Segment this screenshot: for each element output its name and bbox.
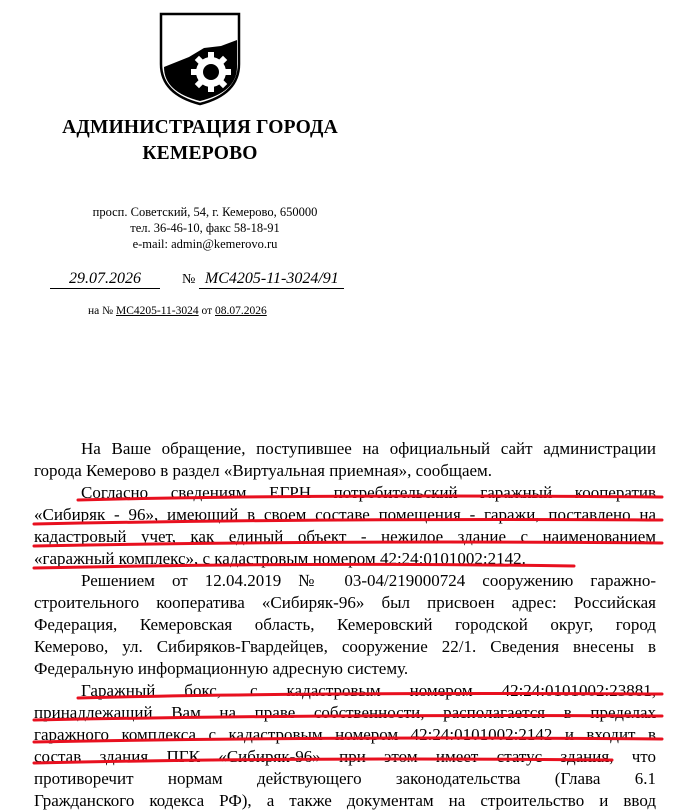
org-name-line1: АДМИНИСТРАЦИЯ ГОРОДА — [62, 117, 338, 138]
registration-date: 29.07.2026 — [50, 270, 160, 289]
body-line: гаражного комплекса с кадастровым номером 42:24:0101002:2142 и входит в — [34, 725, 656, 744]
registration-number: МС4205-11-3024/91 — [199, 270, 344, 289]
reference-number: МС4205-11-3024 — [115, 305, 199, 317]
body-line: противоречит нормам действующего законодательства (Глава 6.1 — [34, 769, 656, 788]
highlight-underline — [78, 694, 662, 699]
body-line: Гражданского кодекса РФ), а также документам на строительство и ввод — [34, 791, 656, 810]
body-line: «Сибиряк - 96», имеющий в своем составе помещения - гаражи, поставлено на — [34, 505, 656, 524]
body-line: Кемерово, ул. Сибиряков-Гвардейцев, сооружение 22/1. Сведения внесены в — [34, 637, 656, 656]
reference-prefix: на № — [88, 305, 114, 317]
body-line: Федеральную информационную адресную систему. — [34, 659, 409, 678]
body-line: «гаражный комплекс», с кадастровым номером 42:24:0101002:2142. — [34, 549, 526, 568]
org-email: e-mail: admin@kemerovo.ru — [132, 237, 278, 251]
highlight-underline — [78, 496, 662, 500]
highlight-underline — [34, 716, 662, 721]
body-line: Гаражный бокс, с кадастровым номером 42:24:0101002:23881, — [81, 681, 656, 700]
body-line: Согласно сведениям ЕГРН потребительский гаражный кооператив — [81, 483, 656, 502]
registration-number-sign: № — [182, 272, 196, 287]
org-name-line2: КЕМЕРОВО — [142, 143, 258, 164]
body-line: города Кемерово в раздел «Виртуальная приемная», сообщаем. — [34, 461, 493, 480]
reference-from: от — [201, 305, 213, 317]
highlight-underline — [34, 542, 662, 546]
body-line: кадастровый учет, как единый объект - нежилое здание с наименованием — [34, 527, 656, 546]
body-line: принадлежащий Вам на праве собственности, располагается в пределах — [34, 703, 656, 722]
highlight-underline — [34, 564, 574, 568]
highlight-underline — [34, 520, 662, 525]
body-line: Федерация, Кемеровская область, Кемеровский городской округ, город — [34, 615, 656, 634]
reference-date: 08.07.2026 — [215, 305, 267, 317]
body-line: На Ваше обращение, поступившее на официальный сайт администрации — [81, 439, 656, 458]
body-line: Решением от 12.04.2019 № 03-04/219000724 сооружению гаражно- — [81, 571, 656, 590]
highlight-underline — [34, 759, 612, 763]
body-line: строительного кооператива «Сибиряк-96» был присвоен адрес: Российская — [34, 593, 656, 612]
highlight-underline — [34, 738, 662, 742]
org-address: просп. Советский, 54, г. Кемерово, 650000 — [92, 205, 318, 219]
body-line: состав здания ПГК «Сибиряк-96» при этом имеет статус здания, что — [34, 747, 656, 766]
org-phones: тел. 36-46-10, факс 58-18-91 — [130, 221, 280, 235]
